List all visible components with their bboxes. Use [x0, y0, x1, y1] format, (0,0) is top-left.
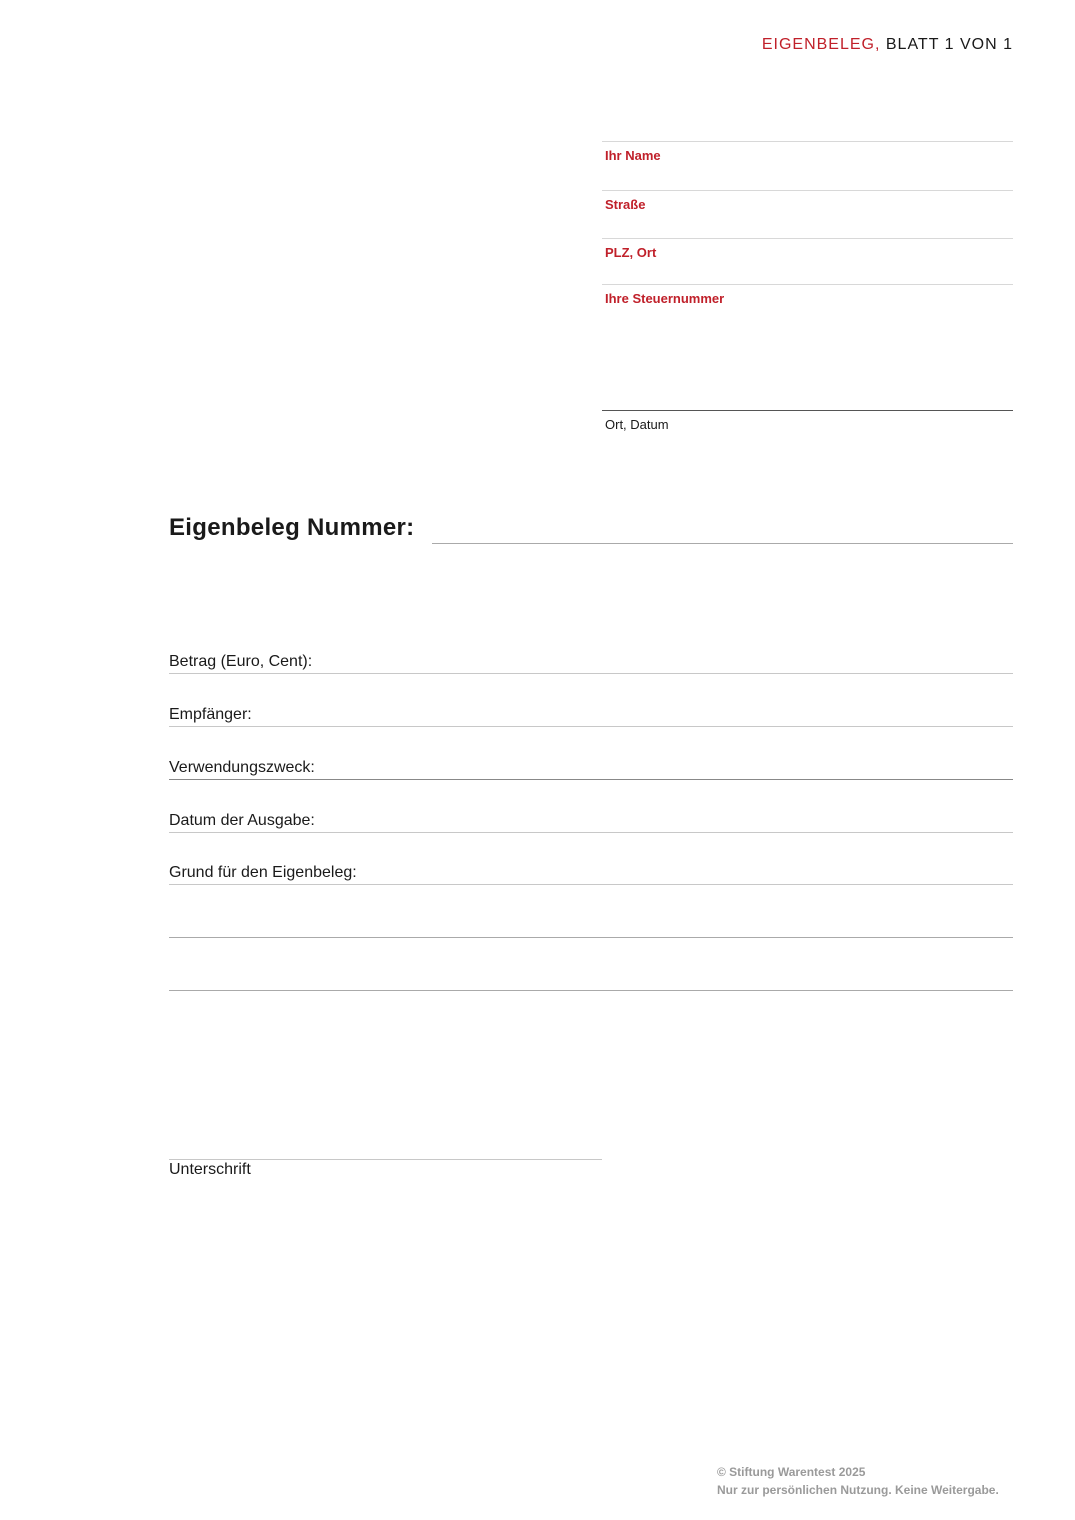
- sender-block: [602, 141, 1013, 287]
- amount-field[interactable]: [169, 651, 1013, 674]
- expense-date-label: Datum der Ausgabe:: [169, 812, 315, 829]
- reason-label: Grund für den Eigenbeleg:: [169, 864, 357, 881]
- signature-field[interactable]: [169, 1159, 602, 1160]
- footer: [717, 1463, 999, 1499]
- amount-label: Betrag (Euro, Cent):: [169, 653, 313, 670]
- place-date-label: Ort, Datum: [605, 417, 669, 432]
- expense-date-field[interactable]: [169, 810, 1013, 833]
- name-field-label: Ihr Name: [605, 148, 661, 163]
- reason-continuation-line-1[interactable]: [169, 915, 1013, 938]
- recipient-field[interactable]: [169, 704, 1013, 727]
- usage-notice: Nur zur persönlichen Nutzung. Keine Weitergabe.: [717, 1483, 999, 1497]
- purpose-label: Verwendungszweck:: [169, 759, 315, 776]
- recipient-label: Empfänger:: [169, 706, 252, 723]
- zip-city-field[interactable]: [602, 238, 1013, 287]
- page-header: [762, 36, 1013, 54]
- sheet-count-label: BLATT 1 VON 1: [885, 36, 1013, 53]
- reason-field[interactable]: [169, 862, 1013, 885]
- name-field[interactable]: [602, 141, 1013, 190]
- purpose-field[interactable]: [169, 757, 1013, 780]
- tax-number-field-label: Ihre Steuernummer: [605, 291, 725, 306]
- document-number-title: Eigenbeleg Nummer:: [169, 514, 415, 541]
- reason-continuation-line-2[interactable]: [169, 968, 1013, 991]
- place-date-field[interactable]: [602, 410, 1013, 432]
- street-field-label: Straße: [605, 196, 646, 212]
- signature-label: Unterschrift: [169, 1161, 251, 1178]
- tax-number-field[interactable]: [602, 284, 1013, 306]
- street-field[interactable]: [602, 190, 1013, 239]
- zip-city-field-label: PLZ, Ort: [605, 245, 657, 260]
- document-number-field[interactable]: [432, 543, 1013, 544]
- document-type-label: EIGENBELEG,: [761, 36, 881, 53]
- copyright-notice: © Stiftung Warentest 2025: [717, 1465, 866, 1479]
